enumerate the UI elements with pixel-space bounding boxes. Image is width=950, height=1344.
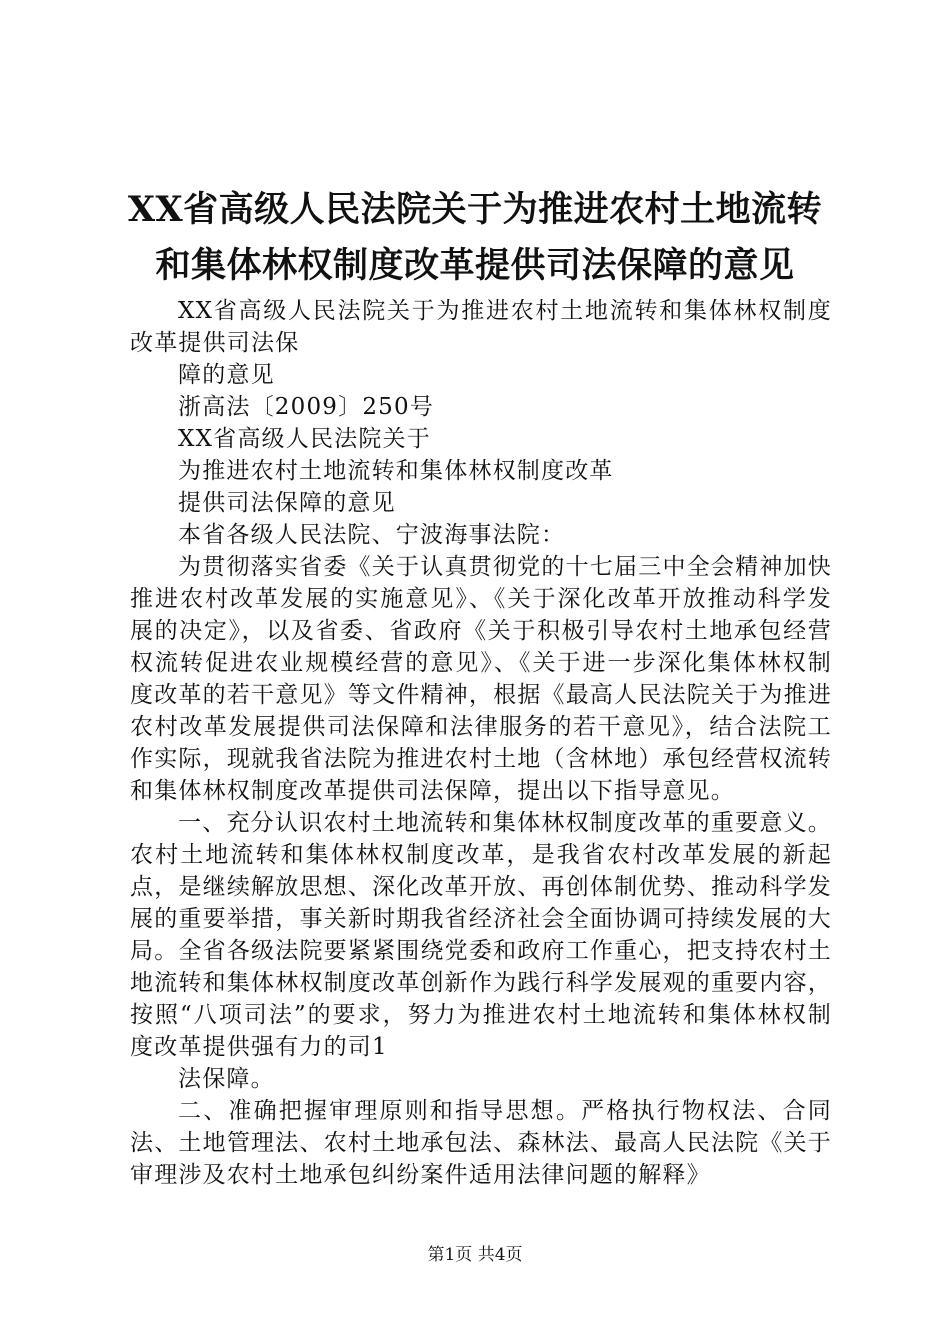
document-title-line-1: XX省高级人民法院关于为推进农村土地流转 [127, 189, 823, 230]
addressee: 本省各级人民法院、宁波海事法院： [178, 522, 566, 548]
paragraph-repeated-title: XX省高级人民法院关于为推进农村土地流转和集体林权制度改革提供司法保 [130, 298, 832, 356]
document-title-line-2: 和集体林权制度改革提供司法保障的意见 [155, 245, 795, 286]
document-number: 浙高法〔2009〕250号 [178, 394, 435, 420]
heading-line-1: XX省高级人民法院关于 [178, 426, 431, 452]
paragraph-section-2: 二、准确把握审理原则和指导思想。严格执行物权法、合同法、土地管理法、农村土地承包法、森林法、最高人民法院《关于审理涉及农村土地承包纠纷案件适用法律问题的解释》 [130, 1098, 832, 1188]
paragraph-preamble: 为贯彻落实省委《关于认真贯彻党的十七届三中全会精神加快推进农村改革发展的实施意见》、《关于深化改革开放推动科学发展的决定》，以及省委、省政府《关于积极引导农村土地承包经营权流转促进农业规模经营的意见》、《关于进一步深化集体林权制度改革的若干意见》等文件精神，根据《最高人民法院关于为推进农村改革发展提供司法保障和法律服务的若干意见》，结合法院工作实际，现就我省法院为推进农村土地（含林地）承包经营权流转和集体林权制度改革提供司法保障，提出以下指导意见。 [130, 554, 832, 804]
heading-line-3: 提供司法保障的意见 [178, 490, 396, 516]
document-body [130, 295, 832, 1191]
paragraph-section-1-end: 法保障。 [178, 1066, 275, 1092]
paragraph-section-1: 一、充分认识农村土地流转和集体林权制度改革的重要意义。农村土地流转和集体林权制度改革，是我省农村改革发展的新起点，是继续解放思想、深化改革开放、再创体制优势、推动科学发展的重要举措，事关新时期我省经济社会全面协调可持续发展的大局。全省各级法院要紧紧围绕党委和政府工作重心，把支持农村土地流转和集体林权制度改革创新作为践行科学发展观的重要内容，按照“八项司法”的要求，努力为推进农村土地流转和集体林权制度改革提供强有力的司1 [130, 810, 832, 1060]
heading-line-2: 为推进农村土地流转和集体林权制度改革 [178, 458, 614, 484]
page-indicator: 第1页 共4页 [427, 1245, 523, 1265]
paragraph-title-continuation: 障的意见 [178, 362, 275, 388]
